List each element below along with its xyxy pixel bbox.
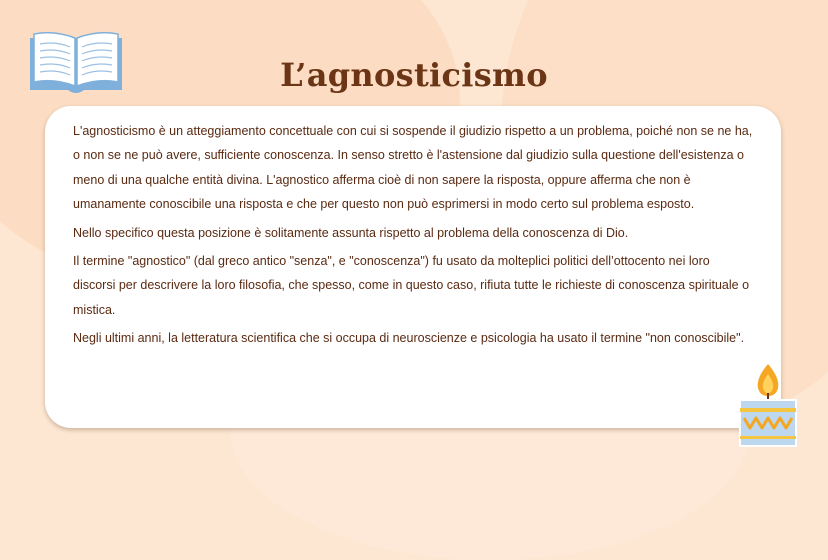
body-paragraph: Il termine "agnostico" (dal greco antico "senza", e "conoscenza") fu usato da molteplici politici dell’ottocento nei loro discorsi per descrivere la loro filosofia, che spesso, come in questo caso, rifiuta tutte le richieste di conoscenza spirituale o mistica.	[73, 254, 750, 317]
body-paragraph: Nello specifico questa posizione è solitamente assunta rispetto al problema della conoscenza di Dio.	[73, 225, 629, 240]
candle-icon	[736, 362, 800, 448]
body-paragraph: L'agnosticismo è un atteggiamento concettuale con cui si sospende il giudizio rispetto a un problema, poiché non se ne ha, o non se ne può avere, sufficiente conoscenza. In senso stretto è l'astensione dal giudizio sulla questione dell'esistenza o meno di una qualche entità divina. L'agnostico afferma cioè di non sapere la risposta, oppure afferma che non è umanamente conoscibile una risposta e che per questo non può esprimersi in modo certo sul problema esposto.	[73, 124, 753, 212]
body-paragraph: Negli ultimi anni, la letteratura scientifica che si occupa di neuroscienze e psicologia ha usato il termine "non conoscibile".	[73, 331, 745, 346]
content-card	[45, 106, 781, 428]
page-title: L’agnosticismo	[280, 56, 548, 94]
